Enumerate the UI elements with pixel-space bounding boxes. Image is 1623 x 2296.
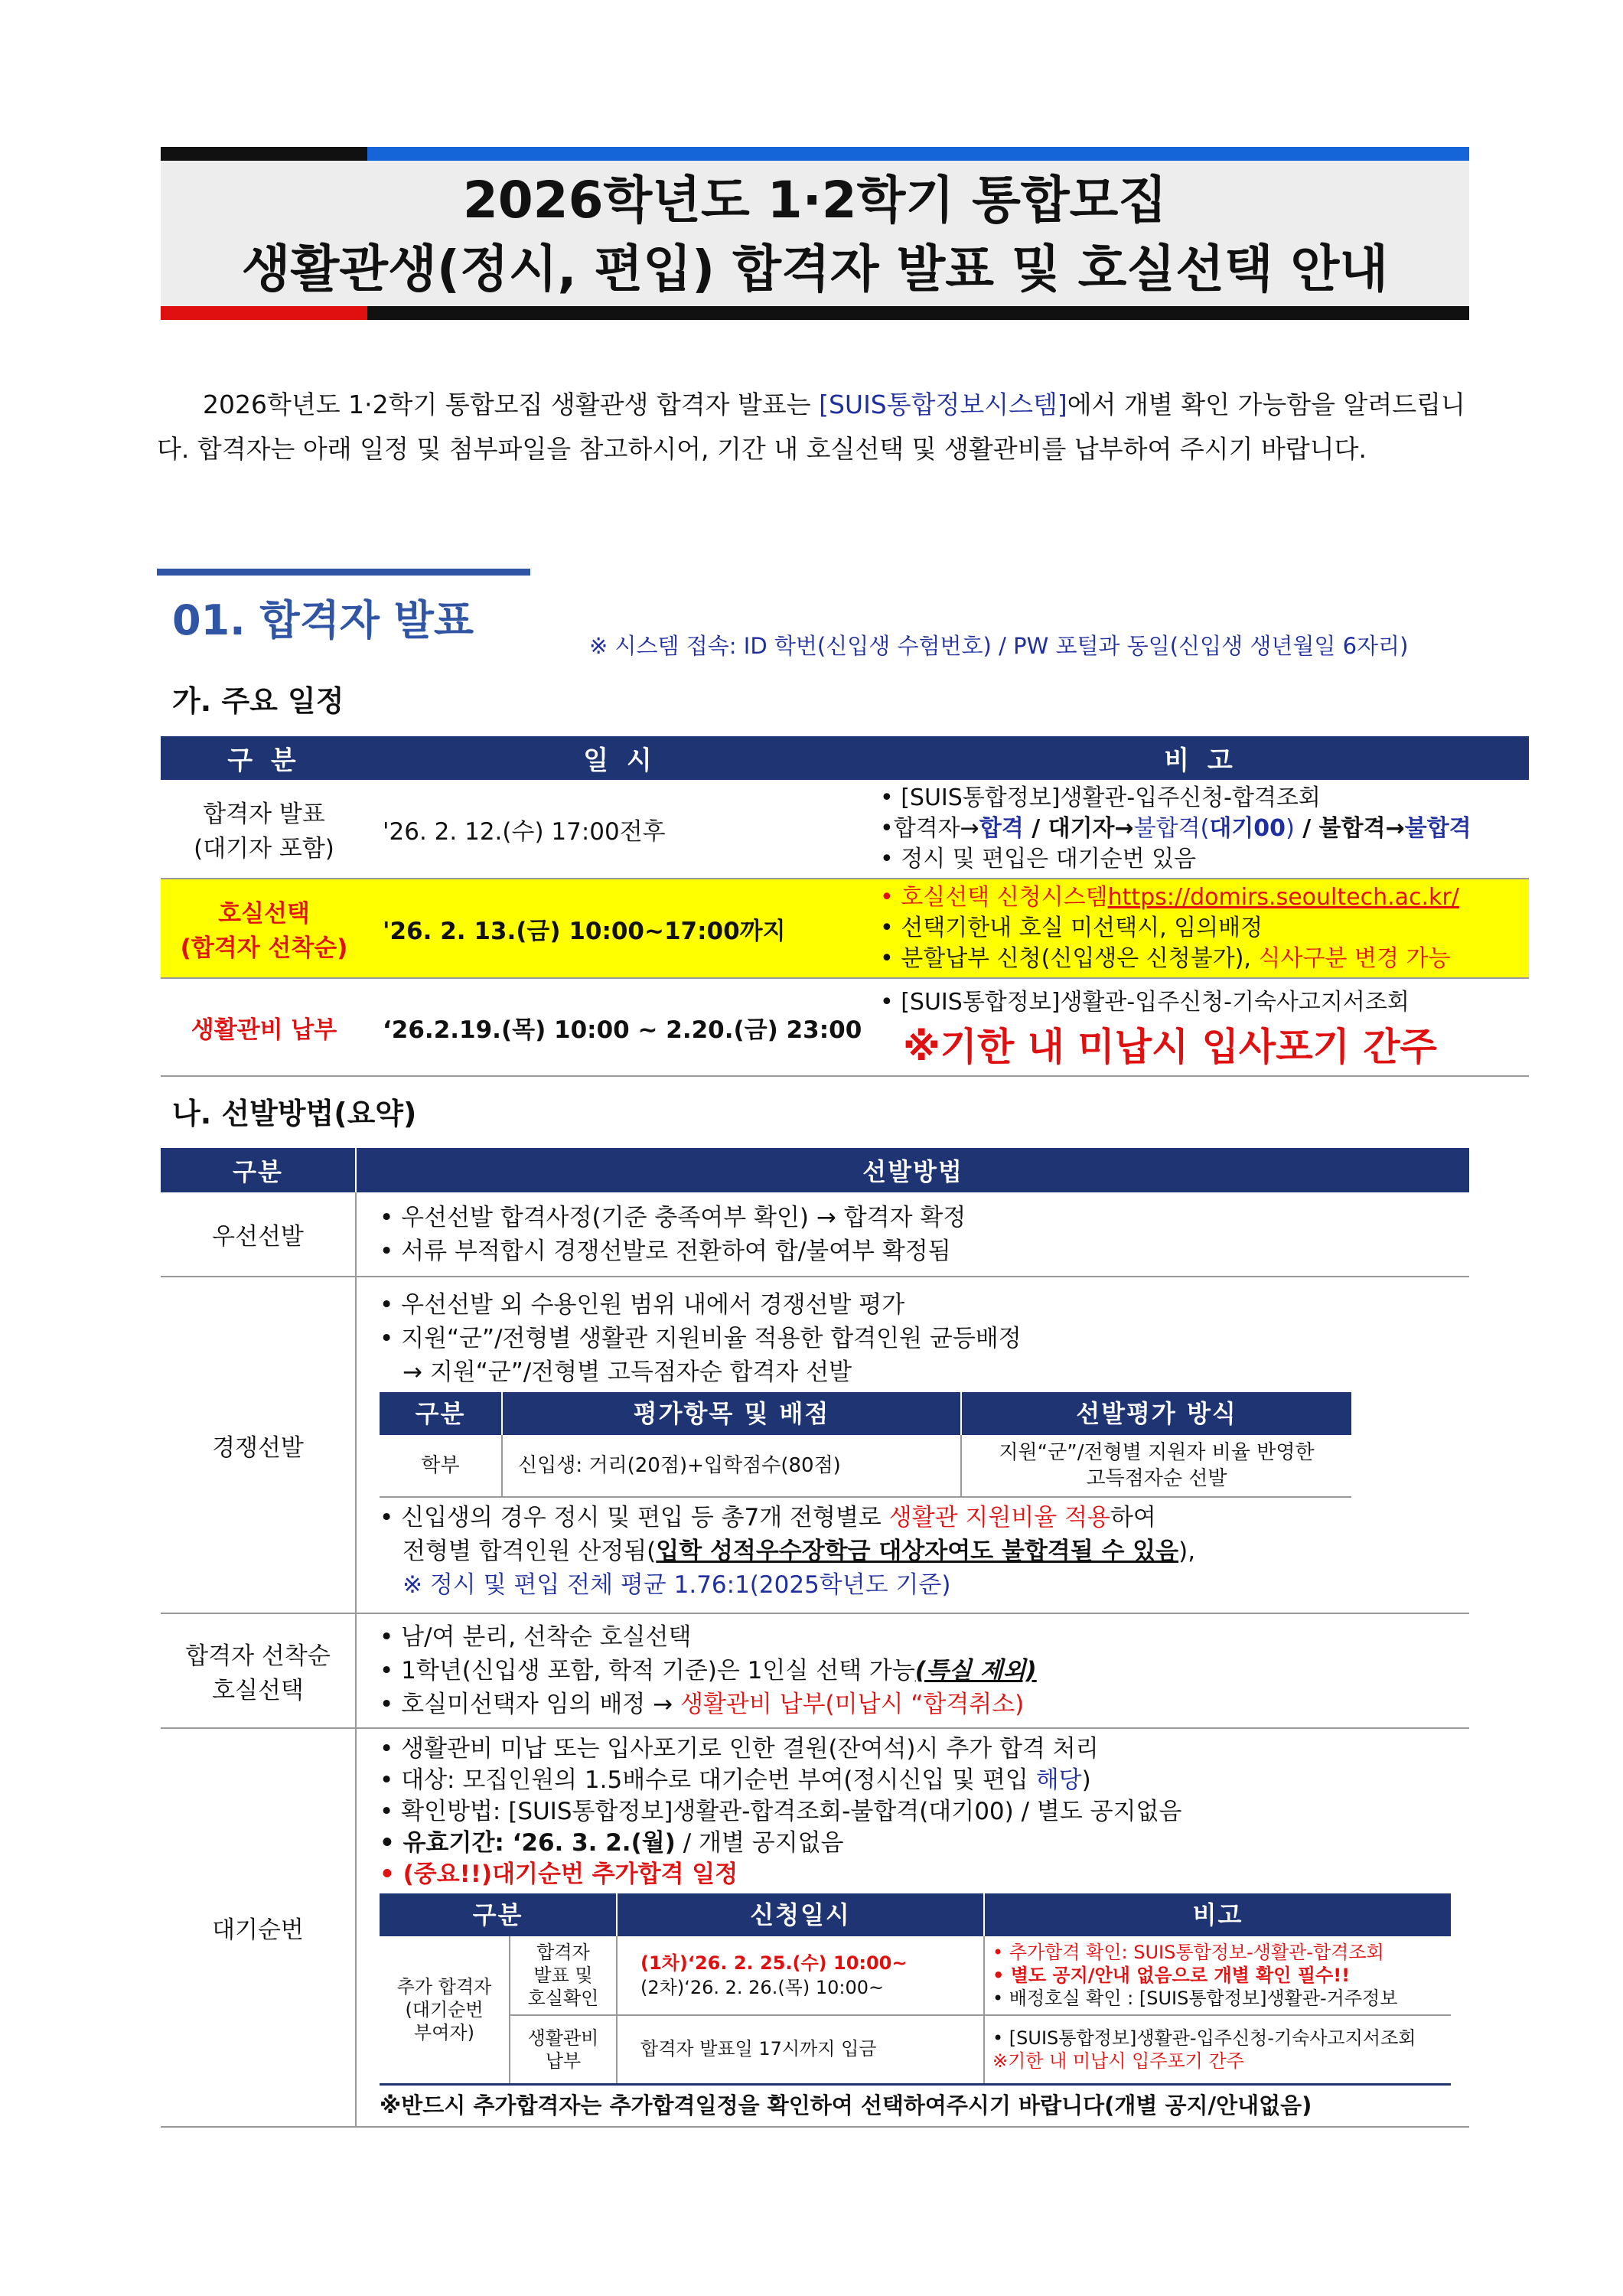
announce-category: 합격자 발표 (대기자 포함): [161, 780, 367, 879]
selection-heading: 나. 선발방법(요약): [172, 1097, 417, 1130]
competitive-category: 경쟁선발: [161, 1277, 356, 1613]
intro-text-2: 에서 개별 확인 가능함을 알려드립니다. 합격자는 아래 일정 및 첨부파일을 참고하시어, 기간 내 호실선택 및 생활관비를 납부하여 주시기 바랍니다.: [157, 390, 1465, 464]
schedule-header-row: [161, 736, 1529, 780]
selection-table: [161, 1148, 1469, 2128]
room-note: • 호실선택 신청시스템https://domirs.seoultech.ac.kr/ • 선택기한내 호실 미선택시, 임의배정 • 분할납부 신청(신입생은 신청불가), 식사구분 변경 가능: [872, 879, 1529, 978]
title-bottom-bar-black: [367, 306, 1469, 320]
schedule-table: [161, 736, 1529, 1077]
competitive-eval-table: 구분 평가항목 및 배점 선발평가 방식 학부 신입생: 거리(20점)+입학점수(80점) 지원“군”/전형별 지원자 비율 반영한 고득점자순 선발: [380, 1392, 1351, 1498]
intro-system-name: [SUIS통합정보시스템]: [819, 390, 1067, 419]
room-select-method: • 남/여 분리, 선착순 호실선택 • 1학년(신입생 포함, 학적 기준)은 1인실 선택 가능(특실 제외) • 호실미선택자 임의 배정 → 생활관비 납부(미납시 “합격취소): [356, 1613, 1469, 1728]
fee-category: 생활관비 납부: [161, 978, 367, 1076]
priority-method: • 우선선발 합격사정(기준 충족여부 확인) → 합격자 확정 • 서류 부적합시 경쟁선발로 전환하여 합/불여부 확정됨: [356, 1192, 1469, 1277]
room-date: '26. 2. 13.(금) 10:00~17:00까지: [367, 879, 872, 978]
schedule-row-announce: [161, 780, 1529, 879]
waiting-row-announce: 추가 합격자 (대기순번 부여자) 합격자 발표 및 호실확인 (1차)‘26. 2. 25.(수) 10:00~ (2차)‘26. 2. 26.(목) 10:00~ • 추가합격 확인: SUIS통합정보-생활관-합격조회 • 별도 공지/안내 없음으로 개별 확인 필수!! • 배정호실 확인 : [SUIS통합정보]생활관-거주정보: [380, 1936, 1451, 2015]
page-title-line1: 2026학년도 1·2학기 통합모집: [462, 171, 1168, 230]
priority-category: 우선선발: [161, 1192, 356, 1277]
header-note: 비 고: [872, 736, 1529, 780]
system-access-note: ※ 시스템 접속: ID 학번(신입생 수험번호) / PW 포털과 동일(신입생 생년월일 6자리): [589, 633, 1409, 659]
waiting-row-fee: 생활관비 납부 합격자 발표일 17시까지 입금 • [SUIS통합정보]생활관-입주신청-기숙사고지서조회 ※기한 내 미납시 입주포기 간주: [380, 2015, 1451, 2084]
waiting-method: • 생활관비 미납 또는 입사포기로 인한 결원(잔여석)시 추가 합격 처리 • 대상: 모집인원의 1.5배수로 대기순번 부여(정시신입 및 편입 해당) • 확인방법: [SUIS통합정보]생활관-합격조회-불합격(대기00) / 별도 공지없음 • 유효기간: ‘26. 3. 2.(월) / 개별 공지없음 • (중요!!)대기순번 추가합격 일정 구분 신청일시 비고 추가 합격자 (대기순번 부여자) 합격자 발표 및 호실확인 (1차)‘26. 2. 25.(수) 10:00~ (2차)‘26. 2. 26.(목) 10:00~ • 추가합격 확인: SUIS통합정보-생활관-합격조회 • 별도 공지/안내 없음으로 개별 확인 필수!! • 배정호실 확인 : [SUIS통합정보]생활관-거주정보 생활관비 납부 합격자 발표일 17시까지 입금 • [SUIS통합정보]생활관-입주신청-기숙사고지서조회 ※기한 내 미납시 입주포기 간주 ※반드시 추가합격자는 추가합격일정을 확인하여 선택하여주시기 바랍니다(개별 공지/안내없음): [356, 1728, 1469, 2127]
room-select-category: 합격자 선착순 호실선택: [161, 1613, 356, 1728]
selection-header-row: [161, 1148, 1469, 1192]
announce-note: • [SUIS통합정보]생활관-입주신청-합격조회 •합격자→합격 / 대기자→불합격(대기00) / 불합격→불합격 • 정시 및 편입은 대기순번 있음: [872, 780, 1529, 879]
sel-header-method: 선발방법: [356, 1148, 1469, 1192]
schedule-row-room: [161, 879, 1529, 978]
fee-note: • [SUIS통합정보]생활관-입주신청-기숙사고지서조회 ※기한 내 미납시 입사포기 간주: [872, 978, 1529, 1076]
eval-row: 학부 신입생: 거리(20점)+입학점수(80점) 지원“군”/전형별 지원자 비율 반영한 고득점자순 선발: [380, 1435, 1351, 1497]
waiting-category: 대기순번: [161, 1728, 356, 2127]
header-date: 일 시: [367, 736, 872, 780]
waiting-footer-note: ※반드시 추가합격자는 추가합격일정을 확인하여 선택하여주시기 바랍니다(개별 공지/안내없음): [380, 2092, 1312, 2118]
sel-header-category: 구분: [161, 1148, 356, 1192]
competitive-method: • 우선선발 외 수용인원 범위 내에서 경쟁선발 평가 • 지원“군”/전형별 생활관 지원비율 적용한 합격인원 균등배정 → 지원“군”/전형별 고득점자순 합격자 선발 구분 평가항목 및 배점 선발평가 방식 학부 신입생: 거리(20점)+입학점수(80점) 지원“군”/전형별 지원자 비율 반영한 고득점자순 선발 • 신입생의 경우 정시 및 편입 등 총7개 전형별로 생활관 지원비율 적용하여 전형별 합격인원 산정됨(입학 성적우수장학금 대상자여도 불합격될 수 있음), ※ 정시 및 편입 전체 평균 1.76:1(2025학년도 기준): [356, 1277, 1469, 1613]
schedule-row-fee: [161, 978, 1529, 1076]
row-priority: [161, 1192, 1469, 1277]
fee-date: ‘26.2.19.(목) 10:00 ~ 2.20.(금) 23:00: [367, 978, 872, 1076]
intro-paragraph: [157, 383, 1473, 471]
title-top-bar-black: [161, 147, 367, 161]
title-bottom-bar-red: [161, 306, 367, 320]
waiting-schedule-table: 구분 신청일시 비고 추가 합격자 (대기순번 부여자) 합격자 발표 및 호실확인 (1차)‘26. 2. 25.(수) 10:00~ (2차)‘26. 2. 26.(목) 10:00~ • 추가합격 확인: SUIS통합정보-생활관-합격조회 • 별도 공지/안내 없음으로 개별 확인 필수!! • 배정호실 확인 : [SUIS통합정보]생활관-거주정보 생활관비 납부 합격자 발표일 17시까지 입금 • [SUIS통합정보]생활관-입주신청-기숙사고지서조회 ※기한 내 미납시 입주포기 간주: [380, 1893, 1451, 2086]
section-title: 01. 합격자 발표: [172, 596, 474, 644]
title-top-bar-blue: [367, 147, 1469, 161]
announce-date: '26. 2. 12.(수) 17:00전후: [367, 780, 872, 879]
section-divider: [157, 569, 530, 576]
header-category: 구 분: [161, 736, 367, 780]
room-system-link[interactable]: https://domirs.seoultech.ac.kr/: [1107, 884, 1459, 911]
row-room: [161, 1613, 1469, 1728]
row-competitive: [161, 1277, 1469, 1613]
room-category: 호실선택 (합격자 선착순): [161, 879, 367, 978]
intro-text-1: 2026학년도 1·2학기 통합모집 생활관생 합격자 발표는: [203, 390, 820, 419]
row-waiting: [161, 1728, 1469, 2127]
schedule-heading: 가. 주요 일정: [172, 684, 344, 718]
page-title-line2: 생활관생(정시, 편입) 합격자 발표 및 호실선택 안내: [241, 240, 1389, 298]
